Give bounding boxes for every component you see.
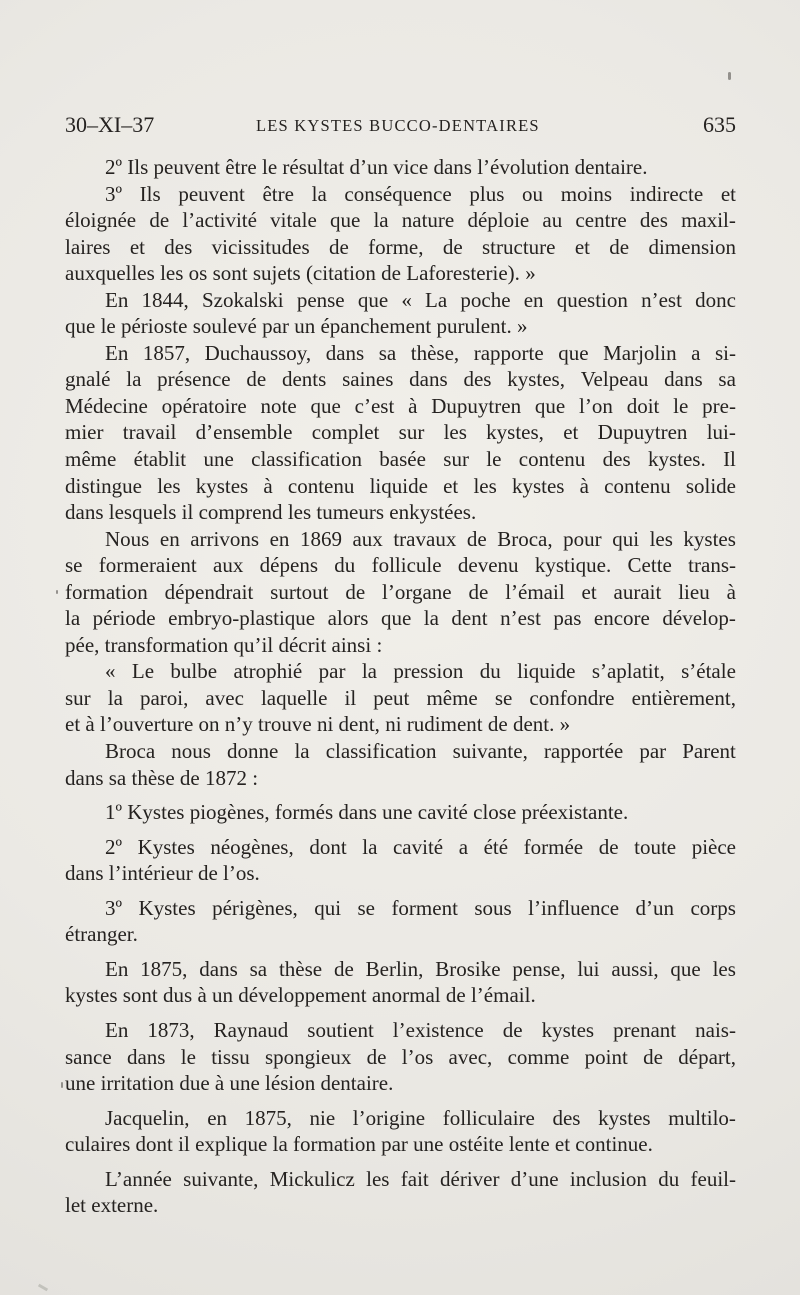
text-line: pée, transformation qu’il décrit ainsi : <box>65 632 383 657</box>
paragraph <box>65 287 736 340</box>
page-body-text <box>65 154 736 1219</box>
text-line: Jacquelin, en 1875, nie l’origine folliculaire des kystes multilo- <box>105 1105 736 1130</box>
text-line: auxquelles les os sont sujets (citation de Laforesterie). » <box>65 261 536 286</box>
text-line: étranger. <box>65 922 138 947</box>
paragraph <box>65 799 736 826</box>
paragraph <box>65 1166 736 1219</box>
paragraph <box>65 340 736 526</box>
text-line: gnalé la présence de dents saines dans des kystes, Velpeau dans sa <box>65 367 736 392</box>
running-title: LES KYSTES BUCCO-DENTAIRES <box>256 116 540 135</box>
scan-speck <box>56 590 58 594</box>
text-line: 2º Kystes néogènes, dont la cavité a été formée de toute pièce <box>105 834 736 859</box>
text-line: que le périoste soulevé par un épanchement purulent. » <box>65 314 528 339</box>
text-line: la période embryo-plastique alors que la dent n’est pas encore dévelop- <box>65 606 736 631</box>
text-line: Nous en arrivons en 1869 aux travaux de Broca, pour qui les kystes <box>105 526 736 551</box>
text-line: et à l’ouverture on n’y trouve ni dent, ni rudiment de dent. » <box>65 712 571 737</box>
text-line: kystes sont dus à un développement anormal de l’émail. <box>65 983 536 1008</box>
scan-speck <box>38 1284 48 1292</box>
scan-speck <box>728 72 731 80</box>
text-line: une irritation due à une lésion dentaire. <box>65 1071 394 1096</box>
paragraph <box>65 1017 736 1097</box>
text-line: Médecine opératoire note que c’est à Dupuytren que l’on doit le pre- <box>65 393 736 418</box>
text-line: sur la paroi, avec laquelle il peut même se confondre entièrement, <box>65 685 736 710</box>
paragraph <box>65 526 736 659</box>
text-line: dans sa thèse de 1872 : <box>65 765 259 790</box>
running-header <box>65 108 736 144</box>
text-line: dans l’intérieur de l’os. <box>65 861 260 886</box>
header-date: 30–XI–37 <box>65 112 155 137</box>
paragraph <box>65 658 736 738</box>
text-line: sance dans le tissu spongieux de l’os avec, comme point de départ, <box>65 1044 736 1069</box>
text-line: En 1873, Raynaud soutient l’existence de kystes prenant nais- <box>105 1017 736 1042</box>
text-line: éloignée de l’activité vitale que la nature déploie au centre des maxil- <box>65 208 736 233</box>
text-line: 3º Ils peuvent être la conséquence plus ou moins indirecte et <box>105 181 736 206</box>
text-line: « Le bulbe atrophié par la pression du liquide s’aplatit, s’étale <box>105 659 736 684</box>
paragraph <box>65 738 736 791</box>
text-line: Broca nous donne la classification suivante, rapportée par Parent <box>105 739 736 764</box>
text-line: culaires dont il explique la formation par une ostéite lente et continue. <box>65 1132 653 1157</box>
paragraph <box>65 834 736 887</box>
paragraph <box>65 956 736 1009</box>
text-line: let externe. <box>65 1193 159 1218</box>
text-line: 1º Kystes piogènes, formés dans une cavité close préexistante. <box>105 800 629 825</box>
text-line: 3º Kystes périgènes, qui se forment sous l’influence d’un corps <box>105 895 736 920</box>
text-line: En 1844, Szokalski pense que « La poche en question n’est donc <box>105 287 736 312</box>
text-line: dans lesquels il comprend les tumeurs enkystées. <box>65 500 477 525</box>
text-line: distingue les kystes à contenu liquide et les kystes à contenu solide <box>65 473 736 498</box>
text-line: En 1857, Duchaussoy, dans sa thèse, rapporte que Marjolin a si- <box>105 340 736 365</box>
text-line: 2º Ils peuvent être le résultat d’un vice dans l’évolution dentaire. <box>105 155 648 179</box>
text-line: se formeraient aux dépens du follicule devenu kystique. Cette trans- <box>65 553 736 578</box>
text-line: En 1875, dans sa thèse de Berlin, Brosike pense, lui aussi, que les <box>105 956 736 981</box>
paragraph <box>65 1105 736 1158</box>
page-number: 635 <box>703 112 736 137</box>
scan-speck <box>61 1082 63 1088</box>
text-line: formation dépendrait surtout de l’organe de l’émail et aurait lieu à <box>65 579 736 604</box>
paragraph <box>65 154 736 181</box>
paragraph <box>65 895 736 948</box>
paragraph <box>65 181 736 287</box>
text-line: même établit une classification basée sur le contenu des kystes. Il <box>65 447 736 472</box>
text-line: mier travail d’ensemble complet sur les kystes, et Dupuytren lui- <box>65 420 736 445</box>
text-line: laires et des vicissitudes de forme, de structure et de dimension <box>65 234 736 259</box>
text-line: L’année suivante, Mickulicz les fait dériver d’une inclusion du feuil- <box>105 1166 736 1191</box>
